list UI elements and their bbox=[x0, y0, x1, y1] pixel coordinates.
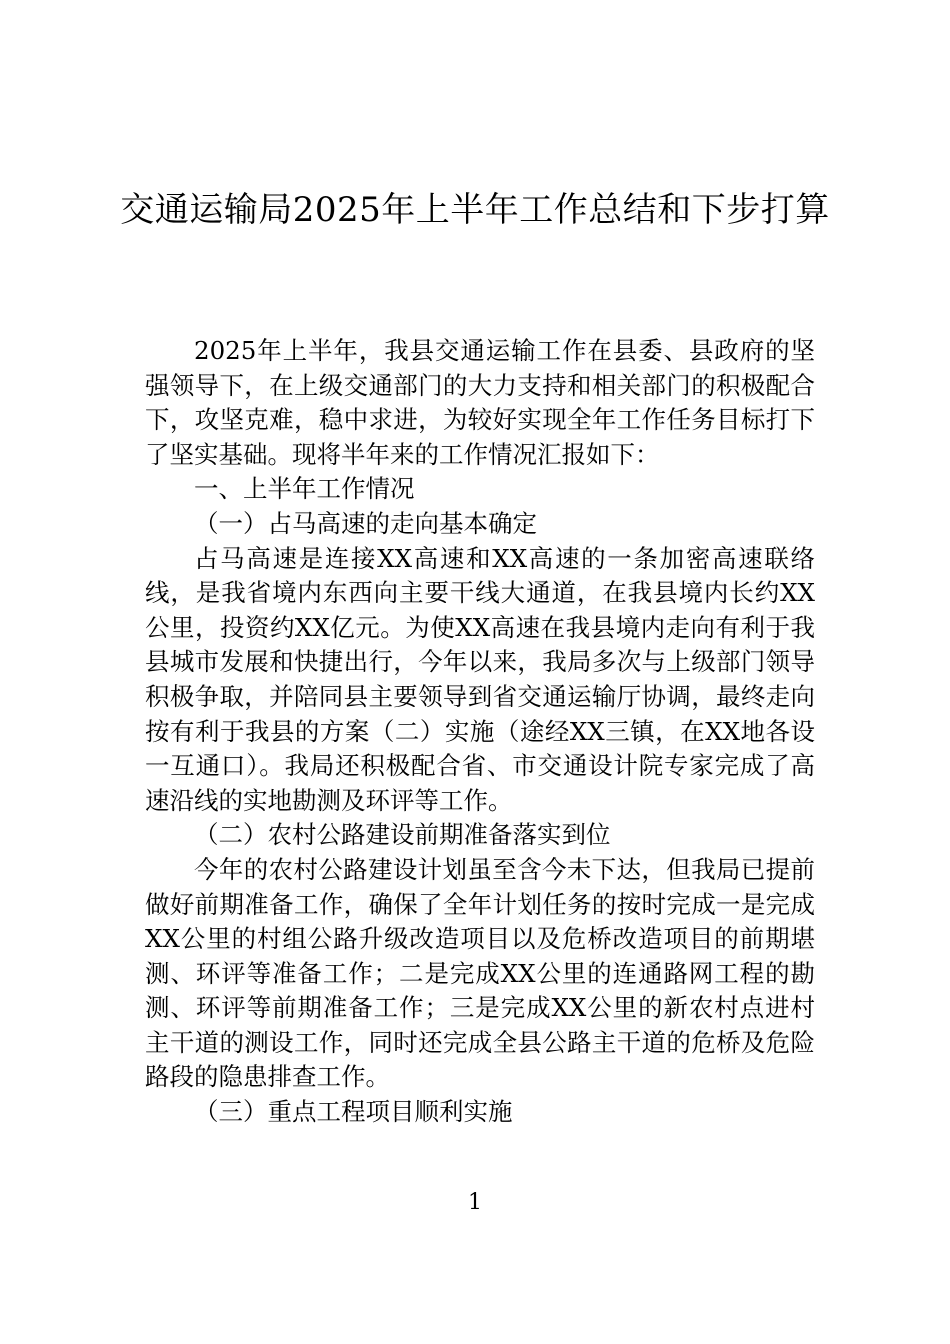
intro-paragraph: 2025年上半年，我县交通运输工作在县委、县政府的坚强领导下，在上级交通部门的大力支持和相关部门的积极配合下，攻坚克难，稳中求进，为较好实现全年工作任务目标打下了坚实基础。现将半年来的工作情况汇报如下： bbox=[145, 336, 815, 469]
page-number: 1 bbox=[468, 1190, 482, 1215]
subsection-heading: （一）占马高速的走向基本确定 bbox=[194, 508, 537, 538]
subsection-heading: （二）农村公路建设前期准备落实到位 bbox=[194, 820, 611, 850]
subsection-heading: （三）重点工程项目顺利实施 bbox=[194, 1097, 513, 1127]
section-heading: 一、上半年工作情况 bbox=[194, 474, 415, 504]
document-title: 交通运输局2025年上半年工作总结和下步打算 bbox=[120, 190, 830, 230]
body-paragraph: 今年的农村公路建设计划虽至含今未下达，但我局已提前做好前期准备工作，确保了全年计划任务的按时完成一是完成XX公里的村组公路升级改造项目以及危桥改造项目的前期堪测、环评等准备工作；二是完成XX公里的连通路网工程的勘测、环评等前期准备工作；三是完成XX公里的新农村点进村主干道的测设工作，同时还完成全县公路主干道的危桥及危险路段的隐患排查工作。 bbox=[145, 854, 815, 1092]
document-body bbox=[145, 334, 815, 1130]
body-paragraph: 占马高速是连接XX高速和XX高速的一条加密高速联络线，是我省境内东西向主要干线大通道，在我县境内长约XX公里，投资约XX亿元。为使XX高速在我县境内走向有利于我县城市发展和快捷出行，今年以来，我局多次与上级部门领导积极争取，并陪同县主要领导到省交通运输厅协调，最终走向按有利于我县的方案（二）实施（途经XX三镇，在XX地各设一互通口）。我局还积极配合省、市交通设计院专家完成了高速沿线的实地勘测及环评等工作。 bbox=[145, 543, 815, 815]
